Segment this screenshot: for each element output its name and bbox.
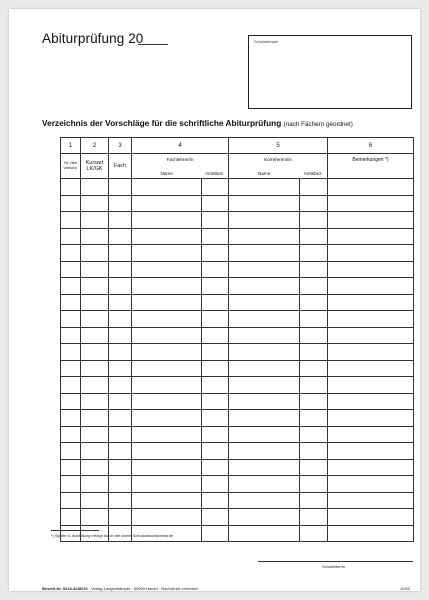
table-cell[interactable] (132, 509, 202, 526)
table-cell[interactable] (202, 443, 229, 460)
table-row (61, 377, 414, 394)
table-cell[interactable] (202, 525, 229, 542)
table-cell[interactable] (61, 476, 81, 493)
table-cell[interactable] (229, 410, 300, 427)
table-cell[interactable] (229, 360, 300, 377)
table-cell[interactable] (328, 245, 414, 262)
table-cell[interactable] (202, 377, 229, 394)
table-cell[interactable] (61, 212, 81, 229)
publisher-note: · Verlag Langenkämper · 59069 Hamm · Nachdruck verboten! (88, 586, 199, 591)
table-cell[interactable] (328, 393, 414, 410)
table-cell[interactable] (109, 459, 132, 476)
table-cell[interactable] (202, 212, 229, 229)
table-cell[interactable] (81, 509, 109, 526)
table-row (61, 443, 414, 460)
table-cell[interactable] (81, 492, 109, 509)
stamp-label: Schulstempel (254, 39, 279, 44)
table-cell[interactable] (328, 327, 414, 344)
table-cell[interactable] (300, 278, 328, 295)
table-cell[interactable] (229, 294, 300, 311)
table-cell[interactable] (132, 278, 202, 295)
table-cell[interactable] (81, 459, 109, 476)
table-cell[interactable] (328, 278, 414, 295)
table-cell[interactable] (109, 410, 132, 427)
table-cell[interactable] (229, 179, 300, 196)
table-cell[interactable] (61, 179, 81, 196)
table-cell[interactable] (109, 443, 132, 460)
table-cell[interactable] (328, 443, 414, 460)
table-cell[interactable] (109, 360, 132, 377)
document-title: Abiturprüfung 20 (42, 31, 144, 46)
table-row (61, 278, 414, 295)
table-cell[interactable] (132, 179, 202, 196)
heading-note: (nach Fächern geordnet) (283, 121, 353, 128)
table-cell[interactable] (300, 459, 328, 476)
table-cell[interactable] (300, 360, 328, 377)
table-cell[interactable] (81, 377, 109, 394)
table-cell[interactable] (61, 344, 81, 361)
form-sheet (9, 9, 420, 591)
table-cell[interactable] (300, 525, 328, 542)
table-cell[interactable] (229, 492, 300, 509)
table-cell[interactable] (229, 278, 300, 295)
table-cell[interactable] (132, 245, 202, 262)
table-cell[interactable] (202, 459, 229, 476)
table-cell[interactable] (109, 179, 132, 196)
table-cell[interactable] (132, 311, 202, 328)
table-cell[interactable] (300, 179, 328, 196)
table-cell[interactable] (109, 377, 132, 394)
table-cell[interactable] (300, 261, 328, 278)
table-cell[interactable] (81, 426, 109, 443)
year-fill-line (138, 44, 168, 45)
table-cell[interactable] (61, 459, 81, 476)
table-cell[interactable] (61, 509, 81, 526)
table-cell[interactable] (81, 245, 109, 262)
table-cell[interactable] (61, 294, 81, 311)
table-cell[interactable] (300, 228, 328, 245)
table-cell[interactable] (202, 492, 229, 509)
table-row (61, 294, 414, 311)
header-fachlehrer-amt: Amtsbez. (205, 170, 225, 176)
table-cell[interactable] (61, 410, 81, 427)
table-row (61, 311, 414, 328)
table-cell[interactable] (109, 278, 132, 295)
table-cell[interactable] (300, 327, 328, 344)
table-cell[interactable] (202, 410, 229, 427)
table-cell[interactable] (229, 212, 300, 229)
table-cell[interactable] (202, 509, 229, 526)
table-cell[interactable] (328, 426, 414, 443)
table-cell[interactable] (61, 360, 81, 377)
table-cell[interactable] (300, 410, 328, 427)
table-row (61, 195, 414, 212)
table-cell[interactable] (61, 261, 81, 278)
order-info (42, 586, 198, 591)
table-cell[interactable] (109, 476, 132, 493)
table-cell[interactable] (202, 344, 229, 361)
table-cell[interactable] (81, 228, 109, 245)
table-cell[interactable] (328, 492, 414, 509)
table-cell[interactable] (328, 228, 414, 245)
header-fachlehrer-name: Name (160, 170, 173, 176)
table-cell[interactable] (81, 410, 109, 427)
table-cell[interactable] (109, 311, 132, 328)
table-row (61, 426, 414, 443)
table-cell[interactable] (109, 509, 132, 526)
table-cell[interactable] (61, 492, 81, 509)
table-cell[interactable] (300, 311, 328, 328)
header-nr: Nr. des Vorschl. (61, 154, 81, 179)
table-cell[interactable] (328, 360, 414, 377)
table-cell[interactable] (132, 344, 202, 361)
table-cell[interactable] (229, 327, 300, 344)
table-cell[interactable] (328, 377, 414, 394)
signature-label: Schulleiter/in (322, 564, 345, 569)
table-cell[interactable] (328, 195, 414, 212)
table-cell[interactable] (202, 294, 229, 311)
table-cell[interactable] (300, 377, 328, 394)
table-cell[interactable] (202, 228, 229, 245)
table-body (61, 179, 414, 542)
table-cell[interactable] (229, 476, 300, 493)
header-row (61, 154, 414, 179)
table-cell[interactable] (81, 393, 109, 410)
table-row (61, 459, 414, 476)
heading-text: Verzeichnis der Vorschläge für die schriftliche Abiturprüfung (42, 118, 282, 128)
table-cell[interactable] (61, 426, 81, 443)
table-cell[interactable] (202, 261, 229, 278)
table-cell[interactable] (81, 294, 109, 311)
proposal-table (60, 137, 414, 542)
footnote-divider (51, 530, 99, 531)
table-cell[interactable] (132, 228, 202, 245)
table-cell[interactable] (202, 278, 229, 295)
table-cell[interactable] (132, 410, 202, 427)
table-cell[interactable] (61, 377, 81, 394)
table-cell[interactable] (202, 311, 229, 328)
table-cell[interactable] (81, 195, 109, 212)
table-cell[interactable] (328, 459, 414, 476)
table-cell[interactable] (229, 245, 300, 262)
table-cell[interactable] (132, 492, 202, 509)
table-cell[interactable] (81, 212, 109, 229)
table-row (61, 327, 414, 344)
table-cell[interactable] (132, 476, 202, 493)
table-cell[interactable] (109, 228, 132, 245)
table-cell[interactable] (300, 344, 328, 361)
table-cell[interactable] (132, 443, 202, 460)
header-fach: Fach (109, 154, 132, 179)
table-cell[interactable] (328, 344, 414, 361)
table-cell[interactable] (132, 360, 202, 377)
table-cell[interactable] (109, 344, 132, 361)
table-cell[interactable] (109, 245, 132, 262)
table-cell[interactable] (328, 525, 414, 542)
column-number: 1 (61, 138, 81, 154)
table-cell[interactable] (328, 410, 414, 427)
table-cell[interactable] (300, 492, 328, 509)
table-cell[interactable] (109, 426, 132, 443)
table-cell[interactable] (202, 393, 229, 410)
table-cell[interactable] (109, 393, 132, 410)
table-row (61, 179, 414, 196)
table-cell[interactable] (81, 278, 109, 295)
column-number: 4 (132, 138, 229, 154)
header-bemerkungen: Bemerkungen *) (328, 154, 414, 179)
table-cell[interactable] (300, 212, 328, 229)
table-cell[interactable] (229, 525, 300, 542)
table-cell[interactable] (132, 459, 202, 476)
table-cell[interactable] (229, 443, 300, 460)
table-cell[interactable] (61, 228, 81, 245)
table-cell[interactable] (202, 327, 229, 344)
table-cell[interactable] (229, 228, 300, 245)
order-number: Bestell-Nr. 0616-8280/10 (42, 586, 88, 591)
column-number: 2 (81, 138, 109, 154)
table-cell[interactable] (300, 476, 328, 493)
table-cell[interactable] (300, 294, 328, 311)
table-row (61, 393, 414, 410)
table-cell[interactable] (328, 476, 414, 493)
table-cell[interactable] (61, 393, 81, 410)
table-cell[interactable] (328, 311, 414, 328)
form-code: 10/92 (400, 586, 411, 591)
table-cell[interactable] (229, 311, 300, 328)
table-row (61, 261, 414, 278)
table-cell[interactable] (61, 311, 81, 328)
table-cell[interactable] (202, 476, 229, 493)
table-row (61, 476, 414, 493)
table-cell[interactable] (202, 179, 229, 196)
header-korreferent (229, 154, 328, 179)
table-cell[interactable] (81, 327, 109, 344)
form-heading (42, 118, 412, 128)
table-cell[interactable] (229, 377, 300, 394)
table-cell[interactable] (328, 261, 414, 278)
table-cell[interactable] (81, 311, 109, 328)
table-cell[interactable] (229, 261, 300, 278)
header-korreferent-title: Korreferent/in (264, 157, 292, 162)
table-cell[interactable] (202, 426, 229, 443)
table-cell[interactable] (328, 509, 414, 526)
column-number: 6 (328, 138, 414, 154)
header-kursart: Kursart LK/GK (81, 154, 109, 179)
table-cell[interactable] (61, 245, 81, 262)
table-cell[interactable] (132, 212, 202, 229)
table-cell[interactable] (229, 344, 300, 361)
table-cell[interactable] (81, 443, 109, 460)
table-row (61, 410, 414, 427)
table-cell[interactable] (300, 443, 328, 460)
signature-line (258, 561, 413, 562)
footnote: *) Spalte 6: Ausfüllung erfolgt durch die obere Schulaufsichtsbehörde (51, 533, 174, 538)
table-cell[interactable] (300, 245, 328, 262)
table-cell[interactable] (81, 344, 109, 361)
header-fachlehrer (132, 154, 229, 179)
table-cell[interactable] (109, 294, 132, 311)
table-cell[interactable] (109, 195, 132, 212)
table-row (61, 344, 414, 361)
table-cell[interactable] (300, 393, 328, 410)
table-cell[interactable] (132, 195, 202, 212)
table-cell[interactable] (109, 327, 132, 344)
table-cell[interactable] (132, 426, 202, 443)
table-cell[interactable] (202, 245, 229, 262)
header-fachlehrer-title: Fachlehrer/in (166, 157, 194, 162)
table-cell[interactable] (61, 327, 81, 344)
table-cell[interactable] (81, 360, 109, 377)
table-cell[interactable] (132, 294, 202, 311)
table-cell[interactable] (109, 261, 132, 278)
table-cell[interactable] (132, 327, 202, 344)
table-cell[interactable] (109, 212, 132, 229)
table-cell[interactable] (61, 443, 81, 460)
school-stamp-box (248, 35, 412, 109)
table-cell[interactable] (81, 179, 109, 196)
table-row (61, 245, 414, 262)
table-cell[interactable] (81, 476, 109, 493)
table-row (61, 492, 414, 509)
table-cell[interactable] (300, 509, 328, 526)
table-cell[interactable] (132, 377, 202, 394)
table-cell[interactable] (202, 195, 229, 212)
table-cell[interactable] (132, 393, 202, 410)
table-cell[interactable] (300, 195, 328, 212)
table-cell[interactable] (61, 195, 81, 212)
table-cell[interactable] (328, 179, 414, 196)
header-korreferent-amt: Amtsbez. (303, 170, 323, 176)
table-cell[interactable] (81, 261, 109, 278)
table-cell[interactable] (109, 492, 132, 509)
header-korreferent-name: Name (258, 170, 271, 176)
column-number-row (61, 138, 414, 154)
table-cell[interactable] (300, 426, 328, 443)
column-number: 5 (229, 138, 328, 154)
table-cell[interactable] (328, 212, 414, 229)
table-cell[interactable] (229, 509, 300, 526)
table-cell[interactable] (202, 360, 229, 377)
table-cell[interactable] (229, 195, 300, 212)
table-cell[interactable] (61, 278, 81, 295)
table-cell[interactable] (132, 261, 202, 278)
table-cell[interactable] (229, 426, 300, 443)
table-row (61, 360, 414, 377)
table-cell[interactable] (229, 393, 300, 410)
table-row (61, 228, 414, 245)
table-cell[interactable] (328, 294, 414, 311)
table-row (61, 509, 414, 526)
table-cell[interactable] (229, 459, 300, 476)
table-row (61, 212, 414, 229)
column-number: 3 (109, 138, 132, 154)
